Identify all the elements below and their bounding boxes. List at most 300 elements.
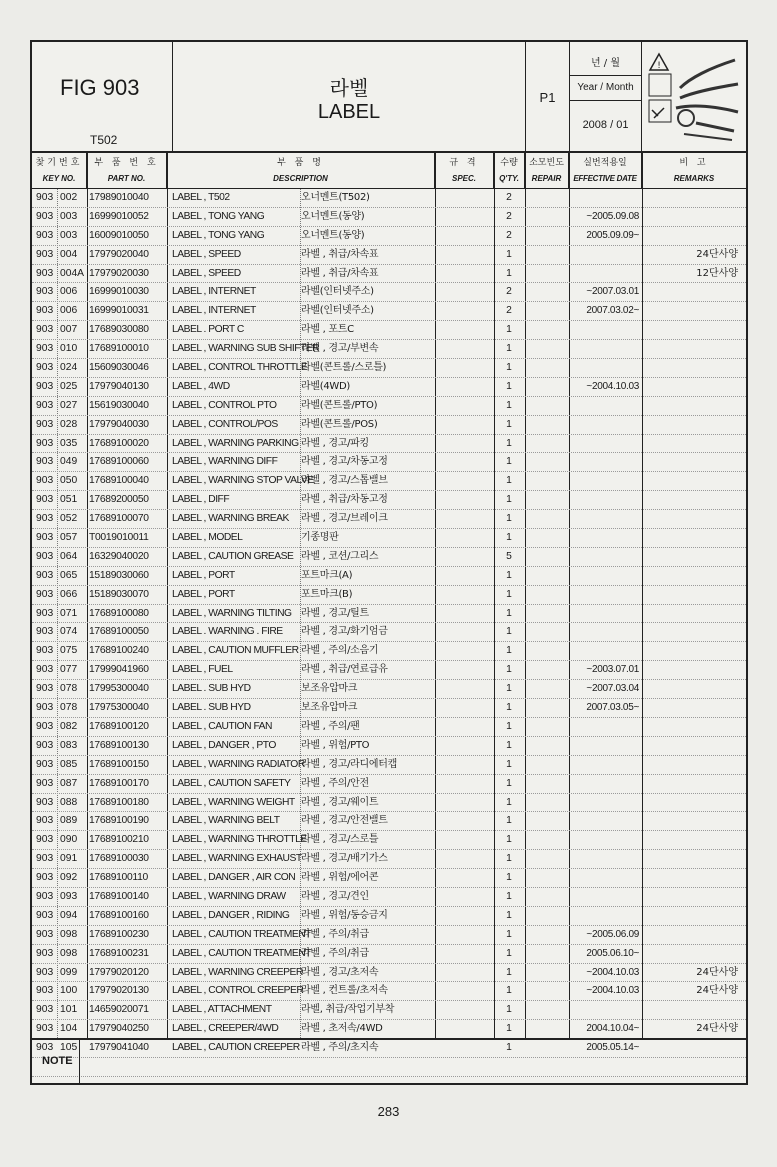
cell-sub: 052 [60, 513, 78, 525]
cell-key: 903 [36, 720, 54, 732]
cell-part: 17689200050 [89, 494, 149, 506]
cell-key: 903 [36, 569, 54, 581]
cell-part: 17989010040 [89, 192, 149, 203]
cell-sub: 099 [60, 966, 78, 978]
cell-key: 903 [36, 192, 54, 203]
cell-ko: 라벨(콘트롤/PTO) [301, 399, 378, 411]
cell-sub: 078 [60, 683, 78, 695]
cell-part: 17689030080 [89, 324, 149, 336]
cell-en: LABEL . SUB HYD [172, 683, 251, 695]
cell-en: LABEL , CREEPER/4WD [172, 1023, 279, 1035]
cell-rem: 24단사양 [696, 966, 738, 978]
cell-en: LABEL , FUEL [172, 664, 233, 676]
cell-ko: 보조유압마크 [301, 683, 358, 695]
cell-en: LABEL , DANGER , AIR CON [172, 872, 296, 884]
cell-qty: 1 [506, 267, 512, 279]
cell-en: LABEL , CAUTION TREATMENT [172, 928, 311, 940]
cell-date: ~2004.10.03 [586, 380, 639, 392]
cell-ko: 라벨 , 경고/웨이트 [301, 796, 379, 808]
cell-en: LABEL , DANGER , RIDING [172, 909, 290, 921]
table-row [32, 869, 746, 888]
cell-ko: 라벨 , 코션/그리스 [301, 550, 379, 562]
cell-en: LABEL , PORT [172, 569, 235, 581]
cell-sub: 085 [60, 758, 78, 770]
cell-key: 903 [36, 588, 54, 600]
cell-sub: 002 [60, 192, 78, 203]
cell-ko: 라벨(인터넷주소) [301, 286, 374, 298]
cell-part: 16329040020 [89, 550, 149, 562]
table-row [32, 945, 746, 964]
cell-sub: 024 [60, 362, 78, 374]
cell-sub: 004 [60, 248, 78, 260]
cell-qty: 1 [506, 475, 512, 487]
page-number: 283 [377, 1104, 400, 1119]
cell-key: 903 [36, 815, 54, 827]
cell-key: 903 [36, 305, 54, 317]
cell-ko: 라벨 , 위험/PTO [301, 739, 370, 751]
table-row [32, 472, 746, 491]
cell-part: 17689100190 [89, 815, 149, 827]
cell-en: LABEL , CAUTION FAN [172, 720, 272, 732]
cell-en: LABEL , WARNING SUB SHIFTER [172, 343, 320, 355]
cell-en: LABEL , CAUTION SAFETY [172, 777, 291, 789]
cell-key: 903 [36, 966, 54, 978]
table-row [32, 1039, 746, 1058]
cell-en: LABEL , WARNING WEIGHT [172, 796, 295, 808]
cell-ko: 포트마크(A) [301, 569, 353, 581]
cell-part: 15619030040 [89, 399, 149, 411]
cell-date: 2007.03.05~ [586, 702, 639, 714]
cell-key: 903 [36, 928, 54, 940]
cell-ko: 라벨 , 주의/소음기 [301, 645, 379, 657]
cell-sub: 010 [60, 343, 78, 355]
table-row [32, 888, 746, 907]
cell-qty: 1 [506, 890, 512, 902]
cell-key: 903 [36, 267, 54, 279]
cell-ko: 라벨(콘트롤/POS) [301, 418, 378, 430]
cell-part: 14659020071 [89, 1004, 149, 1016]
cell-sub: 006 [60, 305, 78, 317]
cell-date: ~2004.10.03 [586, 985, 639, 997]
cell-key: 903 [36, 985, 54, 997]
table-row [32, 1020, 746, 1039]
cell-key: 903 [36, 399, 54, 411]
parts-list-sheet [30, 40, 748, 1085]
cell-part: 17689100231 [89, 947, 149, 959]
col-qty: 수량 Q'TY. [494, 153, 525, 189]
cell-part: 16999010031 [89, 305, 149, 317]
cell-qty: 1 [506, 777, 512, 789]
cell-rem: 24단사양 [696, 1023, 738, 1035]
cell-en: LABEL , CONTROL/POS [172, 418, 278, 430]
cell-ko: 오너멘트(동양) [301, 229, 365, 241]
cell-qty: 1 [506, 645, 512, 657]
cell-ko: 라벨 , 경고/견인 [301, 890, 369, 902]
col-remarks: 비 고 REMARKS [673, 158, 715, 183]
cell-key: 903 [36, 494, 54, 506]
cell-qty: 1 [506, 928, 512, 940]
cell-key: 903 [36, 437, 54, 449]
cell-ko: 라벨 , 경고/틸트 [301, 607, 369, 619]
cell-sub: 007 [60, 324, 78, 336]
cell-ko: 라벨 , 컨트롤/초저속 [301, 985, 388, 997]
table-row [32, 926, 746, 945]
table-row [32, 359, 746, 378]
cell-en: LABEL , CAUTION GREASE [172, 550, 294, 562]
cell-key: 903 [36, 418, 54, 430]
cell-en: LABEL , WARNING DRAW [172, 890, 286, 902]
cell-key: 903 [36, 456, 54, 468]
table-row [32, 265, 746, 284]
cell-part: 17689100230 [89, 928, 149, 940]
cell-qty: 1 [506, 664, 512, 676]
table-row [32, 661, 746, 680]
cell-sub: 088 [60, 796, 78, 808]
cell-date: 2005.09.09~ [586, 229, 639, 241]
cell-ko: 라벨, 취급/작업기부착 [301, 1004, 395, 1016]
table-row [32, 605, 746, 624]
cell-en: LABEL , WARNING CREEPER [172, 966, 303, 978]
cell-en: LABEL , CAUTION TREATMENT [172, 947, 311, 959]
cell-qty: 1 [506, 456, 512, 468]
cell-sub: 082 [60, 720, 78, 732]
table-row [32, 850, 746, 869]
cell-key: 903 [36, 607, 54, 619]
table-row [32, 964, 746, 983]
cell-key: 903 [36, 872, 54, 884]
cell-key: 903 [36, 777, 54, 789]
cell-ko: 보조유압마크 [301, 702, 358, 714]
cell-sub: 090 [60, 834, 78, 846]
cell-en: LABEL , WARNING STOP VALVE [172, 475, 314, 487]
year-month-korean: 년 / 월 [590, 58, 621, 69]
cell-key: 903 [36, 343, 54, 355]
cell-part: 17689100240 [89, 645, 149, 657]
cell-key: 903 [36, 1004, 54, 1016]
cell-part: 17689100080 [89, 607, 149, 619]
cell-sub: 049 [60, 456, 78, 468]
table-row [32, 189, 746, 208]
table-row [32, 812, 746, 831]
col-effective-date: 실번적용일 EFFECTIVE DATE [569, 153, 642, 189]
table-row [32, 623, 746, 642]
cell-sub: 083 [60, 739, 78, 751]
cell-ko: 라벨 , 경고/파킹 [301, 437, 369, 449]
cell-qty: 1 [506, 872, 512, 884]
note-label: NOTE [42, 1055, 73, 1067]
cell-key: 903 [36, 229, 54, 241]
cell-qty: 1 [506, 739, 512, 751]
table-row [32, 548, 746, 567]
table-row [32, 586, 746, 605]
cell-key: 903 [36, 210, 54, 222]
cell-ko: 라벨 , 주의/팬 [301, 720, 360, 732]
cell-key: 903 [36, 626, 54, 638]
cell-key: 903 [36, 853, 54, 865]
cell-sub: 077 [60, 664, 78, 676]
cell-part: 17689100160 [89, 909, 149, 921]
cell-part: 17979020130 [89, 985, 149, 997]
cell-sub: 094 [60, 909, 78, 921]
year-month-english: Year / Month [577, 82, 634, 93]
table-row [32, 794, 746, 813]
cell-sub: 051 [60, 494, 78, 506]
title-cell [173, 42, 526, 153]
cell-sub: 003 [60, 229, 78, 241]
cell-qty: 1 [506, 683, 512, 695]
cell-ko: 라벨 , 경고/라디에터캡 [301, 758, 397, 770]
cell-ko: 기종명판 [301, 532, 339, 544]
cell-ko: 오너멘트(T502) [301, 192, 370, 203]
cell-date: ~2003.07.01 [586, 664, 639, 676]
cell-ko: 라벨 , 경고/안전밸트 [301, 815, 388, 827]
cell-date: 2005.05.14~ [586, 1042, 639, 1054]
table-row [32, 529, 746, 548]
cell-ko: 라벨 , 경고/초저속 [301, 966, 379, 978]
cell-en: LABEL , CONTROL CREEPER [172, 985, 304, 997]
cell-en: LABEL , T502 [172, 192, 230, 203]
cell-ko: 포트마크(B) [301, 588, 353, 600]
cell-en: LABEL , TONG YANG [172, 229, 265, 241]
table-row [32, 982, 746, 1001]
table-row [32, 340, 746, 359]
cell-sub: 089 [60, 815, 78, 827]
table-row [32, 831, 746, 850]
table-row [32, 416, 746, 435]
cell-qty: 1 [506, 569, 512, 581]
cell-part: 17979020040 [89, 248, 149, 260]
cell-ko: 라벨 , 경고/브레이크 [301, 513, 388, 525]
cell-ko: 라벨 , 주의/안전 [301, 777, 369, 789]
cell-en: LABEL . WARNING . FIRE [172, 626, 283, 638]
col-part-no: 부 품 번 호 PART NO. [87, 153, 167, 189]
cell-sub: 087 [60, 777, 78, 789]
cell-qty: 1 [506, 815, 512, 827]
cell-part: 17689100020 [89, 437, 149, 449]
cell-en: LABEL , WARNING PARKING [172, 437, 299, 449]
cell-date: ~2007.03.04 [586, 683, 639, 695]
cell-ko: 라벨 , 경고/스로틀 [301, 834, 379, 846]
cell-sub: 093 [60, 890, 78, 902]
cell-part: 15189030070 [89, 588, 149, 600]
cell-ko: 라벨 , 포트C [301, 324, 354, 336]
cell-en: LABEL , CONTROL PTO [172, 399, 277, 411]
cell-sub: 091 [60, 853, 78, 865]
cell-ko: 라벨 , 위험/동승금지 [301, 909, 388, 921]
cell-key: 903 [36, 796, 54, 808]
cell-sub: 071 [60, 607, 78, 619]
tools-illustration-icon [646, 48, 744, 146]
cell-ko: 라벨(인터넷주소) [301, 305, 374, 317]
col-description: 부 품 명 DESCRIPTION [167, 153, 435, 189]
cell-en: LABEL . SUB HYD [172, 702, 251, 714]
cell-ko: 오너멘트(동양) [301, 210, 365, 222]
cell-part: 17975300040 [89, 702, 149, 714]
table-row [32, 321, 746, 340]
cell-qty: 1 [506, 720, 512, 732]
table-row [32, 208, 746, 227]
cell-en: LABEL . PORT C [172, 324, 244, 336]
cell-qty: 1 [506, 796, 512, 808]
cell-ko: 라벨 , 주의/초지속 [301, 1042, 379, 1054]
table-row [32, 302, 746, 321]
cell-en: LABEL , CONTROL THROTTLE [172, 362, 308, 374]
table-row [32, 756, 746, 775]
cell-qty: 1 [506, 966, 512, 978]
cell-part: 17979020120 [89, 966, 149, 978]
table-row [32, 680, 746, 699]
table-row [32, 642, 746, 661]
year-month-value: 2008 / 01 [582, 119, 629, 131]
cell-date: 2004.10.04~ [586, 1023, 639, 1035]
cell-rem: 12단사양 [696, 267, 738, 279]
cell-key: 903 [36, 248, 54, 260]
cell-part: 15609030046 [89, 362, 149, 374]
cell-key: 903 [36, 286, 54, 298]
cell-ko: 라벨 , 초저속/4WD [301, 1023, 383, 1035]
cell-en: LABEL , SPEED [172, 267, 241, 279]
cell-part: 17995300040 [89, 683, 149, 695]
table-row [32, 907, 746, 926]
cell-en: LABEL , WARNING THROTTLE [172, 834, 307, 846]
cell-ko: 라벨 , 취급/차동고정 [301, 494, 388, 506]
table-row [32, 718, 746, 737]
cell-sub: 100 [60, 985, 78, 997]
cell-sub: 006 [60, 286, 78, 298]
cell-sub: 098 [60, 947, 78, 959]
cell-ko: 라벨 , 취급/차속표 [301, 267, 379, 279]
cell-ko: 라벨 , 취급/연료급유 [301, 664, 388, 676]
cell-key: 903 [36, 1023, 54, 1035]
cell-qty: 1 [506, 947, 512, 959]
cell-en: LABEL , DANGER , PTO [172, 739, 276, 751]
cell-sub: 050 [60, 475, 78, 487]
cell-key: 903 [36, 532, 54, 544]
cell-en: LABEL , SPEED [172, 248, 241, 260]
cell-en: LABEL , WARNING TILTING [172, 607, 292, 619]
cell-en: LABEL , DIFF [172, 494, 230, 506]
cell-ko: 라벨 , 취급/차속표 [301, 248, 379, 260]
cell-key: 903 [36, 664, 54, 676]
page-code: P1 [539, 90, 556, 105]
cell-en: LABEL , WARNING RADIATOR [172, 758, 305, 770]
cell-date: ~2007.03.01 [586, 286, 639, 298]
cell-qty: 1 [506, 702, 512, 714]
table-row [32, 567, 746, 586]
cell-key: 903 [36, 380, 54, 392]
page-code-cell [526, 42, 570, 153]
cell-en: LABEL , WARNING BELT [172, 815, 280, 827]
table-row [32, 453, 746, 472]
cell-ko: 라벨 , 경고/부변속 [301, 343, 379, 355]
cell-sub: 075 [60, 645, 78, 657]
cell-sub: 003 [60, 210, 78, 222]
cell-qty: 1 [506, 1023, 512, 1035]
cell-en: LABEL , ATTACHMENT [172, 1004, 272, 1016]
cell-qty: 1 [506, 532, 512, 544]
cell-qty: 2 [506, 229, 512, 241]
fig-number: FIG 903 [60, 75, 140, 100]
cell-en: LABEL , PORT [172, 588, 235, 600]
cell-qty: 1 [506, 362, 512, 374]
cell-sub: 004A [60, 267, 85, 279]
cell-qty: 1 [506, 399, 512, 411]
cell-qty: 1 [506, 380, 512, 392]
cell-key: 903 [36, 739, 54, 751]
cell-qty: 1 [506, 758, 512, 770]
table-row-empty [32, 1058, 746, 1077]
cell-part: 17689100140 [89, 890, 149, 902]
cell-en: LABEL , CAUTION CREEPER [172, 1042, 300, 1054]
table-row [32, 737, 746, 756]
cell-key: 903 [36, 324, 54, 336]
cell-part: 17689100150 [89, 758, 149, 770]
cell-sub: 092 [60, 872, 78, 884]
cell-sub: 025 [60, 380, 78, 392]
col-repair: 소모빈도 REPAIR [525, 153, 569, 189]
cell-part: 15189030060 [89, 569, 149, 581]
cell-qty: 1 [506, 834, 512, 846]
cell-sub: 066 [60, 588, 78, 600]
cell-qty: 5 [506, 550, 512, 562]
tools-icon-cell [642, 42, 748, 153]
cell-key: 903 [36, 550, 54, 562]
table-row [32, 775, 746, 794]
cell-ko: 라벨 , 위험/에어콘 [301, 872, 379, 884]
cell-ko: 라벨(콘트롤/스로틀) [301, 362, 387, 374]
cell-en: LABEL , TONG YANG [172, 210, 265, 222]
cell-qty: 1 [506, 494, 512, 506]
cell-part: 17689100050 [89, 626, 149, 638]
cell-qty: 1 [506, 588, 512, 600]
cell-qty: 1 [506, 513, 512, 525]
svg-text:!: ! [657, 61, 661, 71]
table-row [32, 378, 746, 397]
cell-part: 17689100030 [89, 853, 149, 865]
cell-date: 2005.06.10~ [586, 947, 639, 959]
cell-ko: 라벨 , 주의/취급 [301, 928, 369, 940]
cell-part: 17689100040 [89, 475, 149, 487]
cell-part: 16999010052 [89, 210, 149, 222]
cell-qty: 1 [506, 626, 512, 638]
cell-en: LABEL , WARNING EXHAUST [172, 853, 302, 865]
title-korean: 라벨 [329, 76, 369, 100]
cell-key: 903 [36, 513, 54, 525]
cell-ko: 라벨(4WD) [301, 380, 350, 392]
cell-part: 17979040130 [89, 380, 149, 392]
cell-rem: 24단사양 [696, 985, 738, 997]
cell-part: 17999041960 [89, 664, 149, 676]
cell-qty: 1 [506, 853, 512, 865]
cell-qty: 1 [506, 909, 512, 921]
cell-sub: 105 [60, 1042, 78, 1054]
cell-qty: 2 [506, 192, 512, 203]
cell-en: LABEL , MODEL [172, 532, 243, 544]
cell-qty: 1 [506, 418, 512, 430]
parts-table-body [32, 189, 746, 1077]
cell-qty: 1 [506, 1004, 512, 1016]
cell-qty: 1 [506, 324, 512, 336]
fig-cell [32, 42, 173, 153]
cell-key: 903 [36, 362, 54, 374]
cell-ko: 라벨 , 경고/화기엄금 [301, 626, 388, 638]
cell-key: 903 [36, 683, 54, 695]
cell-en: LABEL , WARNING BREAK [172, 513, 289, 525]
cell-sub: 057 [60, 532, 78, 544]
cell-qty: 2 [506, 305, 512, 317]
cell-sub: 064 [60, 550, 78, 562]
table-row [32, 1001, 746, 1020]
